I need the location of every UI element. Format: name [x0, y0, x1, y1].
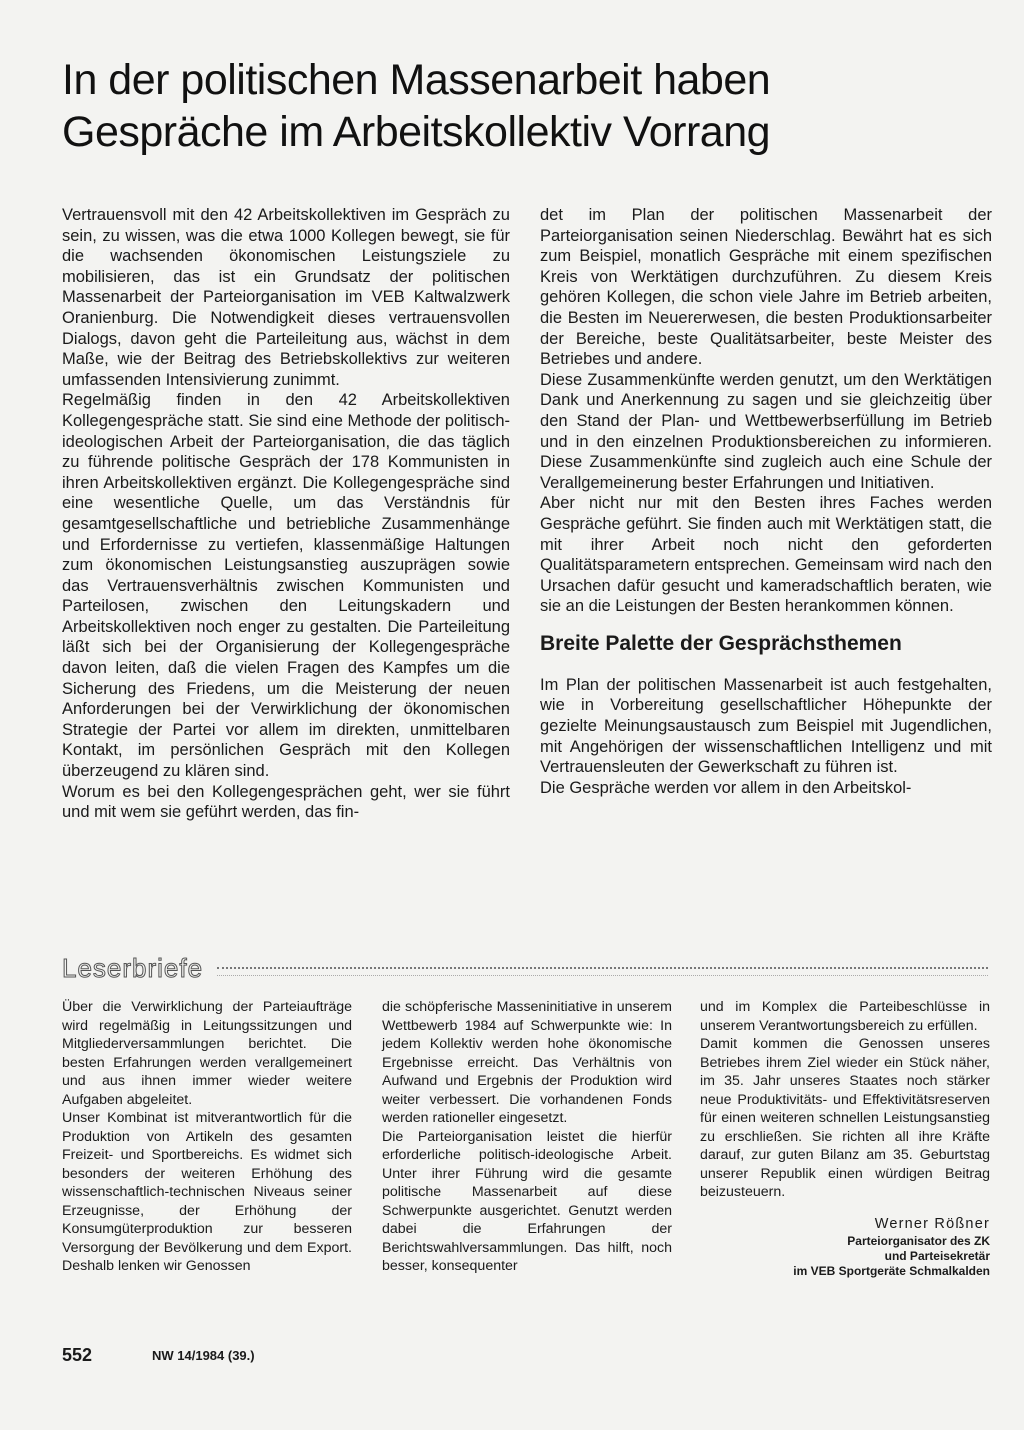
issue-label: NW 14/1984 (39.) — [152, 1348, 255, 1363]
letter-paragraph: Unser Kombinat ist mitverantwortlich für die Produktion von Artikeln des gesamten Freizeit- und Sportbereichs. Es widmet sich besonders der weiteren Erhöhung des wissenschaftlich-technischen Niveaus seiner Erzeugnisse, der Erhöhung der Konsumgüterproduktion zur besseren Versorgung der Bevölkerung und dem Export. Deshalb lenken wir Genossen — [62, 1110, 352, 1274]
signature-role: Parteiorganisator des ZK — [847, 1233, 990, 1248]
letter-paragraph: Damit kommen die Genossen unseres Betriebes ihrem Ziel wieder ein Stück näher, im 35. Jahr unseres Staates noch stärker neue Produktivitäts- und Effektivitätsreserven für einen weiteren schnellen Leistungsanstieg zu erschließen. Sie richten all ihre Kräfte darauf, zur guten Bilanz am 35. Geburtstag unserer Republik einen würdigen Beitrag beizusteuern. — [700, 1036, 990, 1200]
signature-name: Werner Rößner — [874, 1215, 990, 1232]
article-column-right — [540, 205, 992, 798]
letter-paragraph: die schöpferische Masseninitiative in unserem Wettbewerb 1984 auf Schwerpunkte wie: In jedem Kollektiv werden hohe ökonomische Ergebnisse erreicht. Das Verhältnis von Aufwand und Ergebnis der Produktion wird weiter verbessert. Die vorhandenen Fonds werden rationeller eingesetzt. — [382, 999, 672, 1126]
headline-line-2: Gespräche im Arbeitskollektiv Vorrang — [62, 108, 771, 156]
signature-role: im VEB Sportgeräte Schmalkalden — [793, 1263, 990, 1278]
article-paragraph: Die Gespräche werden vor allem in den Arbeitskol- — [540, 778, 912, 797]
letter-column-1 — [62, 998, 352, 1276]
letter-column-2 — [382, 998, 672, 1276]
section-divider — [217, 967, 988, 976]
article-paragraph: Regelmäßig finden in den 42 Arbeitskollektiven Kollegengespräche statt. Sie sind eine Methode der politisch-ideologischen Arbeit der Parteiorganisation, die das täglich zu führende politische Gespräch der 178 Kommunisten in ihren Arbeitskollektiven ergänzt. Die Kollegengespräche sind eine wesentliche Quelle, um das Verständnis für gesamtgesellschaftliche und betriebliche Zusammenhänge und Erfordernisse zu vertiefen, klassenmäßige Haltungen zum ökonomischen Leistungsanstieg auszuprägen sowie das Vertrauensverhältnis zwischen Kommunisten und Parteilosen, zwischen den Leitungskadern und Arbeitskollektiven noch enger zu gestalten. Die Parteileitung läßt sich bei der Organisierung der Kollegengespräche davon leiten, daß die vielen Fragen des Kampfes um die Sicherung des Friedens, um die Meisterung der neuen Anforderungen bei der Verwirklichung der ökonomischen Strategie der Partei vor allem im direkten, unmittelbaren Kontakt, im persönlichen Gespräch mit den Kollegen überzeugend zu klären sind. — [62, 391, 510, 781]
page-number: 552 — [62, 1345, 93, 1365]
letter-paragraph: Die Parteiorganisation leistet die hierfür erforderliche politisch-ideologische Arbeit. Unter ihrer Führung wird die gesamte politische Massenarbeit auf diese Schwerpunkte ausgerichtet. Genutzt werden dabei die Erfahrungen der Berichtswahlversammlungen. Das hilft, noch besser, konsequenter — [382, 1128, 672, 1274]
headline — [62, 54, 962, 158]
article-column-left — [62, 205, 510, 823]
letter-column-3 — [700, 998, 990, 1279]
letter-paragraph: Über die Verwirklichung der Parteiaufträge wird regelmäßig in Leitungssitzungen und Mitgliederversammlungen berichtet. Die besten Erfahrungen werden verallgemeinert und aus ihnen immer wieder weitere Aufgaben abgeleitet. — [62, 999, 352, 1108]
article-paragraph: det im Plan der politischen Massenarbeit der Parteiorganisation seinen Niederschlag. Bewährt hat es sich zum Beispiel, monatlich Gespräche mit einem spezifischen Kreis von Werktätigen durchzuführen. Zu diesem Kreis gehören Kollegen, die schon viele Jahre im Betrieb arbeiten, die Besten im Neuererwesen, die besten Produktionsarbeiter der Bereiche, beste Qualitätsarbeiter, beste Meister des Betriebes und andere. — [540, 206, 992, 369]
signature-role: und Parteisekretär — [884, 1248, 990, 1263]
article-paragraph: Im Plan der politischen Massenarbeit ist auch festgehalten, wie in Vorbereitung gesellschaftlicher Höhepunkte der gezielte Meinungsaustausch zum Beispiel mit Jugendlichen, mit Angehörigen der wissenschaftlichen Intelligenz und mit Vertrauensleuten der Gewerkschaft zu führen ist. — [540, 675, 992, 777]
article-paragraph: Vertrauensvoll mit den 42 Arbeitskollektiven im Gespräch zu sein, zu wissen, was die etwa 1000 Kollegen bewegt, sie für die wachsenden ökonomischen Leistungsziele zu mobilisieren, das ist ein Grundsatz der politischen Massenarbeit der Parteiorganisation im VEB Kaltwalzwerk Oranienburg. Die Notwendigkeit dieses vertrauensvollen Dialogs, davon geht die Parteileitung aus, wächst in dem Maße, wie der Beitrag des Betriebskollektivs zur weiteren umfassenden Intensivierung zunimmt. — [62, 206, 510, 389]
letter-paragraph: und im Komplex die Parteibeschlüsse in unserem Verantwortungsbereich zu erfüllen. — [700, 999, 990, 1034]
leserbriefe-header — [62, 952, 988, 984]
article-subheading: Breite Palette der Gesprächsthemen — [540, 631, 902, 655]
article-paragraph: Aber nicht nur mit den Besten ihres Faches werden Gespräche geführt. Sie finden auch mit Werktätigen statt, die mit ihrer Arbeit noch nicht den geforderten Qualitätsparametern entsprechen. Gemeinsam wird nach den Ursachen dafür gesucht und kameradschaftlich beraten, wie sie an die Leistungen der Besten herankommen können. — [540, 494, 992, 616]
signature-block — [700, 1214, 990, 1279]
headline-line-1: In der politischen Massenarbeit haben — [62, 56, 771, 104]
article-paragraph: Diese Zusammenkünfte werden genutzt, um den Werktätigen Dank und Anerkennung zu sagen und sie gleichzeitig über den Stand der Plan- und Wettbewerbserfüllung im Betrieb und in den einzelnen Produktionsbereichen zu informieren. Diese Zusammenkünfte sind zugleich auch eine Schule der Verallgemeinerung bester Erfahrungen und Initiativen. — [540, 370, 992, 492]
leserbriefe-title: Leserbriefe — [62, 952, 204, 983]
article-paragraph: Worum es bei den Kollegengesprächen geht, wer sie führt und mit wem sie geführt werden, das fin- — [62, 782, 510, 822]
